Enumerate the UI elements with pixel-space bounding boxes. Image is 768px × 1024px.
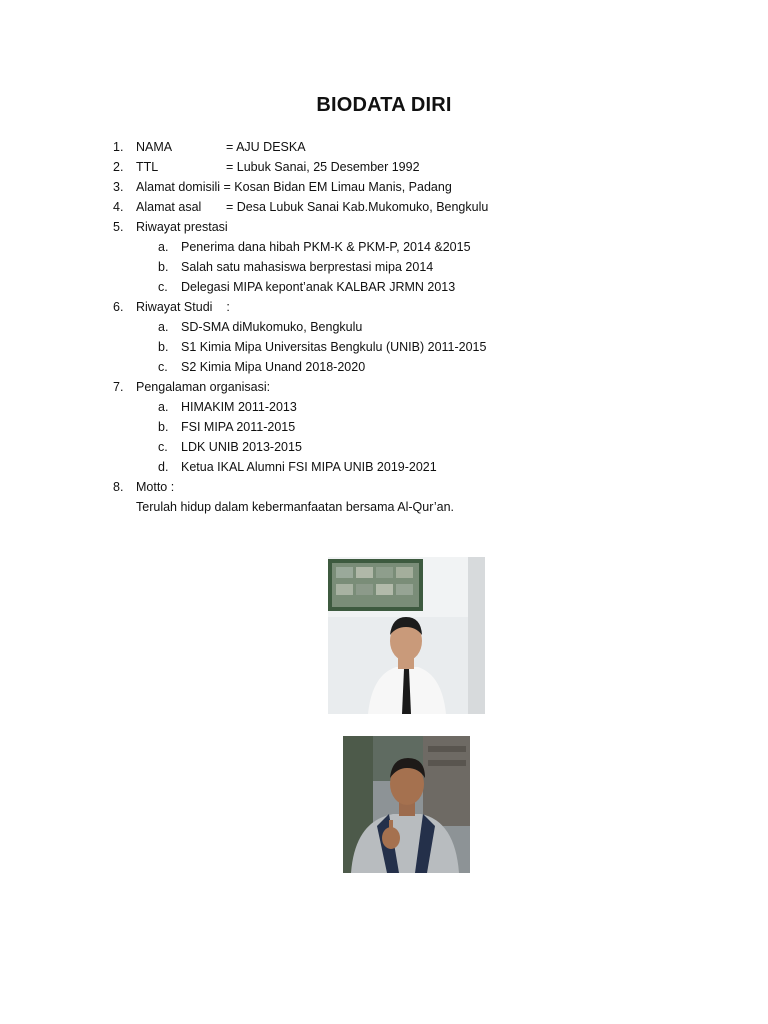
item-number: 4. — [113, 200, 124, 214]
item-number: 7. — [113, 380, 124, 394]
sub-item-text: Penerima dana hibah PKM-K & PKM-P, 2014 &2015 — [181, 240, 471, 254]
item-number: 2. — [113, 160, 124, 174]
motto-text: Terulah hidup dalam kebermanfaatan bersama Al-Qur’an. — [136, 500, 455, 514]
sub-item-letter: c. — [158, 440, 168, 454]
sub-item-text: LDK UNIB 2013-2015 — [181, 440, 302, 454]
sub-item-text: Salah satu mahasiswa berprestasi mipa 2014 — [181, 260, 434, 274]
item-number: 5. — [113, 220, 124, 234]
sub-item-letter: d. — [158, 460, 169, 474]
sub-item-letter: a. — [158, 240, 169, 254]
item-label: Alamat asal — [136, 200, 202, 214]
sub-item-text: S1 Kimia Mipa Universitas Bengkulu (UNIB) 2011-2015 — [181, 340, 487, 354]
item-number: 8. — [113, 480, 124, 494]
sub-item-letter: b. — [158, 260, 169, 274]
sub-item-text: S2 Kimia Mipa Unand 2018-2020 — [181, 360, 366, 374]
item-label: Motto : — [136, 480, 175, 494]
sub-item-letter: c. — [158, 280, 168, 294]
item-number: 3. — [113, 180, 124, 194]
item-value: = AJU DESKA — [226, 140, 306, 154]
sub-item-text: HIMAKIM 2011-2013 — [181, 400, 297, 414]
sub-item-letter: b. — [158, 420, 169, 434]
item-label: Alamat domisili = Kosan Bidan EM Limau Manis, Padang — [136, 180, 452, 194]
item-label: Pengalaman organisasi: — [136, 380, 271, 394]
item-number: 6. — [113, 300, 124, 314]
item-label: TTL — [136, 160, 159, 174]
sub-item-text: Ketua IKAL Alumni FSI MIPA UNIB 2019-2021 — [181, 460, 437, 474]
item-number: 1. — [113, 140, 124, 154]
sub-item-letter: b. — [158, 340, 169, 354]
sub-item-letter: a. — [158, 320, 169, 334]
sub-item-text: FSI MIPA 2011-2015 — [181, 420, 296, 434]
item-value: = Lubuk Sanai, 25 Desember 1992 — [226, 160, 420, 174]
item-label: NAMA — [136, 140, 173, 154]
sub-item-letter: a. — [158, 400, 169, 414]
item-value: = Desa Lubuk Sanai Kab.Mukomuko, Bengkulu — [226, 200, 489, 214]
sub-item-text: Delegasi MIPA kepont’anak KALBAR JRMN 2013 — [181, 280, 456, 294]
portrait-photo-formal — [328, 557, 485, 714]
item-label: Riwayat prestasi — [136, 220, 228, 234]
item-label: Riwayat Studi : — [136, 300, 230, 314]
sub-item-letter: c. — [158, 360, 168, 374]
sub-item-text: SD-SMA diMukomuko, Bengkulu — [181, 320, 363, 334]
page-title: BIODATA DIRI — [316, 94, 452, 116]
portrait-photo-casual — [343, 736, 470, 873]
